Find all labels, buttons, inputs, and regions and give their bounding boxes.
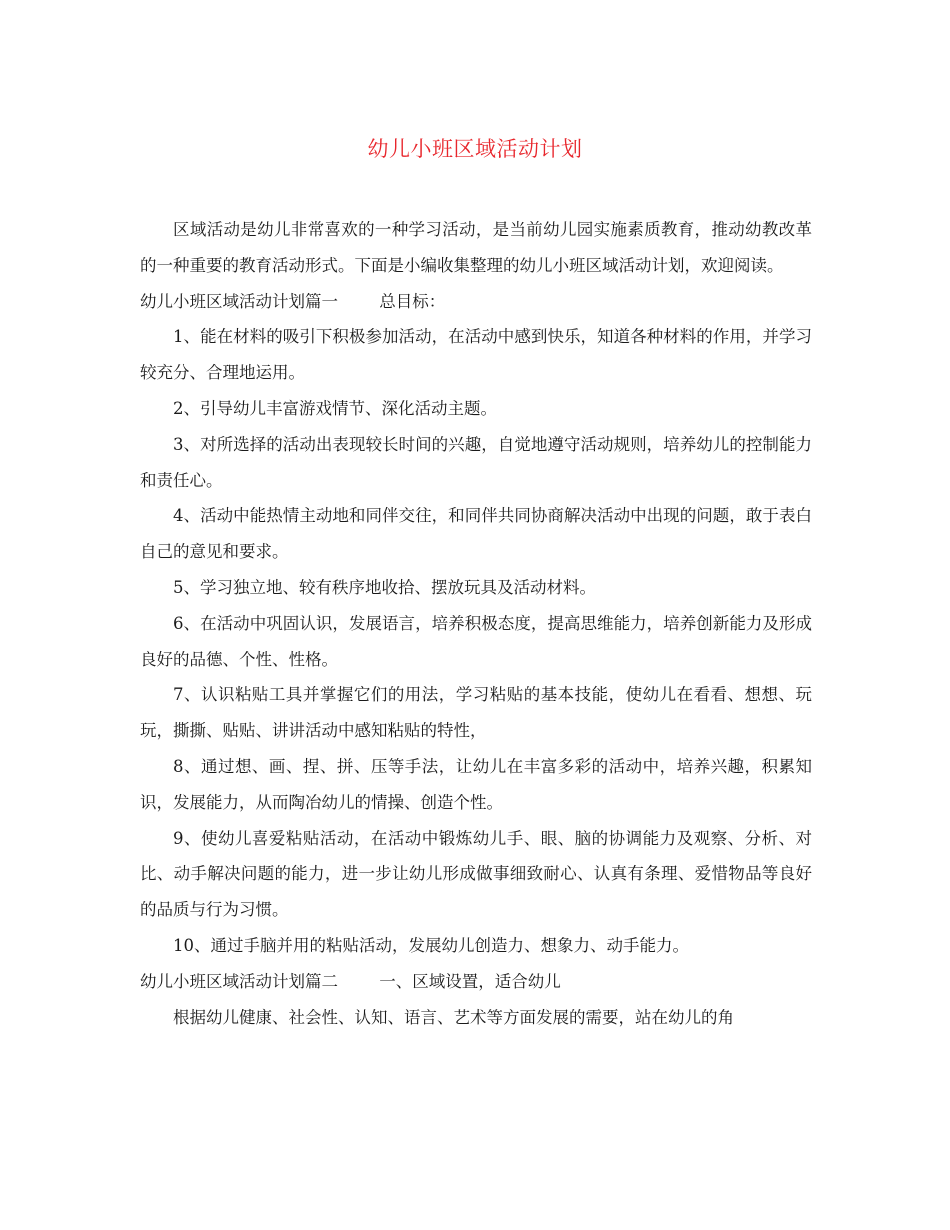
section1-heading: 幼儿小班区域活动计划篇一 (140, 291, 338, 311)
section2-paragraph: 根据幼儿健康、社会性、认知、语言、艺术等方面发展的需要，站在幼儿的角 (173, 1007, 734, 1027)
section1-subheading: 总目标： (379, 291, 446, 311)
section1-heading-line (140, 284, 812, 320)
section2-heading-line (140, 964, 812, 1000)
document-title: 幼儿小班区域活动计划 (367, 137, 583, 161)
goal-item-9: 9、使幼儿喜爱粘贴活动，在活动中锻炼幼儿手、眼、脑的协调能力及观察、分析、对比、动手解决问题的能力，进一步让幼儿形成做事细致耐心、认真有条理、爱惜物品等良好的品质与行为习惯。 (140, 828, 812, 920)
section2-subheading: 一、区域设置，适合幼儿 (379, 971, 561, 991)
goal-item-3: 3、对所选择的活动出表现较长时间的兴趣，自觉地遵守活动规则，培养幼儿的控制能力和责任心。 (140, 434, 812, 490)
section2-heading: 幼儿小班区域活动计划篇二 (140, 971, 338, 991)
intro-paragraph: 区域活动是幼儿非常喜欢的一种学习活动，是当前幼儿园实施素质教育，推动幼教改革的一种重要的教育活动形式。下面是小编收集整理的幼儿小班区域活动计划，欢迎阅读。 (140, 220, 812, 275)
goal-item-7: 7、认识粘贴工具并掌握它们的用法，学习粘贴的基本技能，使幼儿在看看、想想、玩玩，撕撕、贴贴、讲讲活动中感知粘贴的特性， (140, 685, 812, 741)
goal-item-10: 10、通过手脑并用的粘贴活动，发展幼儿创造力、想象力、动手能力。 (173, 935, 689, 955)
goal-item-2: 2、引导幼儿丰富游戏情节、深化活动主题。 (173, 398, 497, 418)
goal-item-5: 5、学习独立地、较有秩序地收拾、摆放玩具及活动材料。 (173, 577, 596, 597)
document-body (140, 212, 812, 1035)
goal-item-1: 1、能在材料的吸引下积极参加活动，在活动中感到快乐，知道各种材料的作用，并学习较充分、合理地运用。 (140, 327, 812, 383)
goal-item-6: 6、在活动中巩固认识，发展语言，培养积极态度，提高思维能力，培养创新能力及形成良好的品德、个性、性格。 (140, 613, 812, 669)
goal-item-4: 4、活动中能热情主动地和同伴交往，和同伴共同协商解决活动中出现的问题，敢于表白自己的意见和要求。 (140, 506, 812, 562)
goal-item-8: 8、通过想、画、捏、拼、压等手法，让幼儿在丰富多彩的活动中，培养兴趣，积累知识，发展能力，从而陶冶幼儿的情操、创造个性。 (140, 756, 812, 812)
